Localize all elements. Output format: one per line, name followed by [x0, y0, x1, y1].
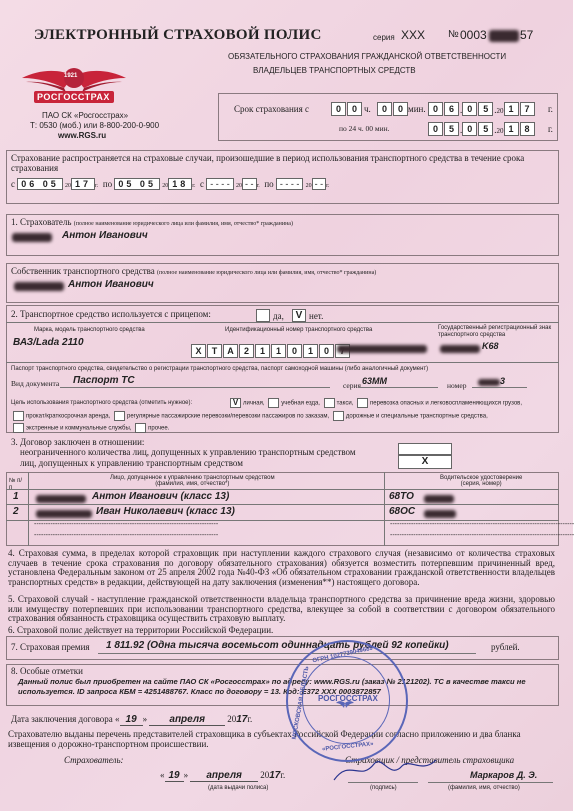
vehicle-doc-type-label: Вид документа	[11, 379, 60, 388]
vehicle-model-label: Марка, модель транспортного средства	[34, 327, 145, 333]
owner-label: Собственник транспортного средства (полное наименование юридического лица или фамилия, имя, отчество* гражданина)	[11, 266, 377, 276]
representative-name: Маркаров Д. Э.	[470, 770, 538, 780]
drivers-empty-license-2: -------------------------------------------------------------------------------	[390, 532, 574, 539]
purpose-special-checkbox[interactable]	[333, 411, 344, 421]
driver-2-license: 68ОС	[389, 506, 416, 517]
logo-name: РОСГОССТРАХ	[37, 92, 110, 102]
insurer-sign-label: Страховщик / представитель страховщика	[345, 755, 515, 765]
purpose-personal-checkbox[interactable]: V	[230, 398, 241, 408]
issue-date-row: « 19 » апреля 2017г.	[160, 770, 286, 781]
purpose-training-checkbox[interactable]	[268, 398, 279, 408]
number-label: №	[448, 29, 459, 40]
driver-2-number: 2	[13, 506, 19, 517]
vehicle-reg-label: Государственный регистрационный знак транспортного средства	[438, 325, 552, 338]
redacted-vin-tail	[337, 345, 427, 353]
notes-text-1: Данный полис был приобретен на сайте ПАО СК «Росгосстрах» по адресу: www.RGS.ru (заказ № 2121202). ТС в качестве такси не	[18, 677, 526, 686]
stamp-region: МОСКОВСКАЯ ОБЛАСТЬ	[291, 665, 311, 741]
redacted-driver-2-surname	[36, 510, 92, 518]
drivers-col-license: Водительское удостоверение (серия, номер)	[440, 475, 523, 487]
series-label: серия	[373, 33, 395, 42]
vehicle-series-value: 63ММ	[362, 376, 388, 386]
fio-hint: (фамилия, имя, отчество)	[448, 785, 520, 791]
premium-unit: рублей.	[491, 642, 520, 652]
insurer-label: 1. Страхователь (полное наименование юридического лица или фамилия, имя, отчество* гражданина)	[11, 217, 293, 227]
vehicle-number-value: 3	[500, 376, 506, 386]
term-date-from: 0 6 . 0 5 .20 1 7	[428, 100, 536, 118]
redacted-driver-1-surname	[36, 495, 86, 503]
redacted-driver-2-license	[424, 510, 456, 518]
subtitle-line-2: ВЛАДЕЛЬЦЕВ ТРАНСПОРТНЫХ СРЕДСТВ	[253, 66, 416, 75]
signing-month: апреля	[149, 714, 225, 726]
vehicle-vin-value: X T A 2 1 1 0 1 0	[191, 342, 351, 360]
redacted-owner-surname	[14, 282, 64, 291]
vehicle-reg-value: K68	[482, 341, 499, 351]
contract-label: 3. Договор заключен в отношении:	[11, 437, 145, 447]
term-date-to: 0 5 . 0 5 .20 1 8	[428, 120, 536, 138]
purpose-passenger-checkbox[interactable]	[114, 411, 125, 421]
purpose-dangerous-checkbox[interactable]	[357, 398, 368, 408]
redacted-doc-number	[478, 379, 500, 386]
notes-text-2: используется. ID запроса КБМ = 4251488767. Класс по договору = 13. Код: Е372 XXX 0003872857	[18, 687, 381, 696]
period-text: Страхование распространяется на страховые случаи, произошедшие в период использования транспортного средства в течение срока страхования	[11, 153, 525, 173]
contract-unlimited-checkbox[interactable]	[398, 443, 452, 455]
term-minutes-from: 0 0	[377, 100, 409, 118]
purpose-label: Цель использования транспортного средства (отметить нужное):	[11, 400, 193, 406]
signature-hint: (подпись)	[370, 785, 397, 791]
purpose-row-2: прокат/краткосрочная аренда, регулярные пассажирские перевозки/перевозки пассажиров по заказам, дорожные и специальные транспортные средства,	[11, 411, 488, 421]
company-phone: Т: 0530 (моб.) или 8-800-200-0-900	[30, 121, 160, 130]
premium-label: 7. Страховая премия	[11, 642, 90, 652]
purpose-other-checkbox[interactable]	[135, 423, 146, 433]
trailer-label: 2. Транспортное средство используется с прицепом:	[11, 309, 211, 319]
clause-4: 4. Страховая сумма, в пределах которой страховщик при наступлении каждого страхового случая (независимо от количества страховых случаев в течение срока страхования по договору обязательного страхования) обязуется возместить потерпевшим причиненный вред, установлена Федеральным законом от 25 апреля 2002 года №40-ФЗ «Об обязательном страховании гражданской ответственности владельцев транспортных средств» в редакции, действующей на дату заключения (изменения**) настоящего договора.	[8, 548, 555, 587]
redacted-number	[489, 30, 519, 42]
company-logo	[18, 58, 130, 108]
stamp-name: РОСГОССТРАХ	[318, 694, 378, 703]
number-prefix: 0003	[460, 28, 487, 42]
drivers-empty-row-2: -------------------------------------------------------------------------------	[34, 532, 219, 539]
redacted-driver-1-license	[424, 495, 454, 503]
signing-date-row: Дата заключения договора « 19 » апреля 2017г.	[11, 714, 253, 725]
purpose-emergency-checkbox[interactable]	[13, 423, 24, 433]
logo-year: 1921	[64, 73, 78, 79]
stamp-bottom: «РОСГОССТРАХ»	[321, 741, 374, 753]
clause-5: 5. Страховой случай - наступление гражданской ответственности владельца транспортного средства за причинение вреда жизни, здоровью или имуществу потерпевших при использовании транспортного средства, влекущее за собой в соответствии с договором обязательного страхования обязанность страховщика осуществить страховую выплату.	[8, 594, 555, 624]
trailer-no-label: нет.	[309, 311, 324, 321]
insurer-value: Антон Иванович	[62, 230, 148, 241]
series-value: XXX	[401, 28, 426, 42]
purpose-rental-checkbox[interactable]	[13, 411, 24, 421]
premium-value: 1 811.92 (Одна тысяча восемьсот одиннадцать рублей 92 копейки)	[106, 640, 449, 651]
signature-scribble	[330, 752, 440, 786]
issue-date-hint: (дата выдачи полиса)	[208, 785, 269, 791]
contract-option-listed: лиц, допущенных к управлению транспортным средством	[20, 458, 243, 468]
contract-listed-checkbox[interactable]: X	[398, 455, 452, 469]
drivers-col-name: Лицо, допущенное к управлению транспортным средством (фамилия, имя, отчество*)	[110, 475, 275, 487]
owner-value: Антон Иванович	[68, 279, 154, 290]
issue-day: 19	[165, 770, 184, 782]
policy-title: ЭЛЕКТРОННЫЙ СТРАХОВОЙ ПОЛИС	[34, 27, 322, 43]
drivers-empty-row-1: -------------------------------------------------------------------------------	[34, 521, 219, 528]
purpose-row-3: экстренные и коммунальные службы, прочее.	[11, 423, 169, 433]
company-name: ПАО СК «Росгосстрах»	[42, 111, 129, 120]
period-1-to-year: 18	[168, 178, 192, 190]
driver-1-license: 68ТО	[389, 491, 414, 502]
purpose-taxi-checkbox[interactable]	[324, 398, 335, 408]
subtitle-line-1: ОБЯЗАТЕЛЬНОГО СТРАХОВАНИЯ ГРАЖДАНСКОЙ ОТВЕТСТВЕННОСТИ	[228, 52, 507, 61]
term-year-suffix-to: г.	[548, 124, 553, 134]
trailer-yes-checkbox[interactable]	[256, 309, 270, 322]
handover-text: Страхователю выданы перечень представителей страховщика в субъектах Российской Федерации согласно приложению и два бланка извещения о дорожно-транспортном происшествии.	[8, 729, 521, 749]
stamp-ogrn: ОГРН 1027739049689	[312, 645, 374, 665]
term-hours-label: ч.	[364, 104, 371, 114]
term-label: Срок страхования с	[234, 104, 309, 114]
driver-1-name: Антон Иванович (класс 13)	[92, 491, 230, 502]
issue-year: 17	[269, 770, 281, 781]
driver-2-name: Иван Николаевич (класс 13)	[96, 506, 235, 517]
period-row: с 06 05 20 17 г. по 05 05 20 18 г. с - - - - 20 - - г. по - - - - 20 - - г.	[11, 179, 330, 189]
period-1-from-year: 17	[71, 178, 95, 190]
vehicle-series-label: серия	[343, 381, 361, 390]
vehicle-vin-label: Идентификационный номер транспортного средства	[225, 327, 373, 333]
redacted-insurer-surname	[12, 233, 52, 242]
drivers-empty-license-1: -------------------------------------------------------------------------------	[390, 521, 574, 528]
purpose-row-1: V личная, учебная езда, такси, перевозка опасных и легковоспламеняющихся грузов,	[228, 398, 522, 408]
term-year-suffix-from: г.	[548, 104, 553, 114]
vehicle-model-value: ВАЗ/Lada 2110	[13, 337, 84, 348]
vehicle-doc-type-value: Паспорт ТС	[73, 375, 135, 386]
contract-option-unlimited: неограниченного количества лиц, допущенных к управлению транспортным средством	[20, 447, 356, 457]
driver-1-number: 1	[13, 491, 19, 502]
term-minutes-label: мин.	[408, 104, 426, 114]
vehicle-number-label: номер	[447, 381, 467, 390]
stamp-emblem-icon	[336, 700, 354, 714]
issue-month: апреля	[190, 770, 258, 782]
notes-label: 8. Особые отметки	[11, 666, 83, 676]
term-hours-from: 0 0	[331, 100, 363, 118]
term-to-label: по 24 ч. 00 мин.	[339, 124, 390, 133]
trailer-no-checkbox[interactable]: V	[292, 309, 306, 322]
trailer-yes-label: да,	[273, 311, 284, 321]
company-site[interactable]: www.RGS.ru	[58, 131, 107, 140]
redacted-reg-number	[440, 345, 480, 353]
period-1-to: 05 05	[114, 178, 160, 190]
signing-year: 17	[236, 714, 248, 725]
period-2-from: - - - -	[206, 178, 234, 190]
period-2-to: - - - -	[276, 178, 304, 190]
insured-sign-label: Страхователь:	[64, 755, 124, 765]
signing-day: 19	[120, 714, 143, 726]
number-suffix: 57	[520, 28, 534, 42]
vehicle-doc-hint: Паспорт транспортного средства, свидетельство о регистрации транспортного средства, паспорт самоходной машины (либо аналогичный документ)	[11, 366, 429, 372]
period-1-from: 06 05	[17, 178, 63, 190]
clause-6: 6. Страховой полис действует на территории Российской Федерации.	[8, 625, 274, 635]
drivers-col-no: № п/п	[9, 478, 23, 491]
